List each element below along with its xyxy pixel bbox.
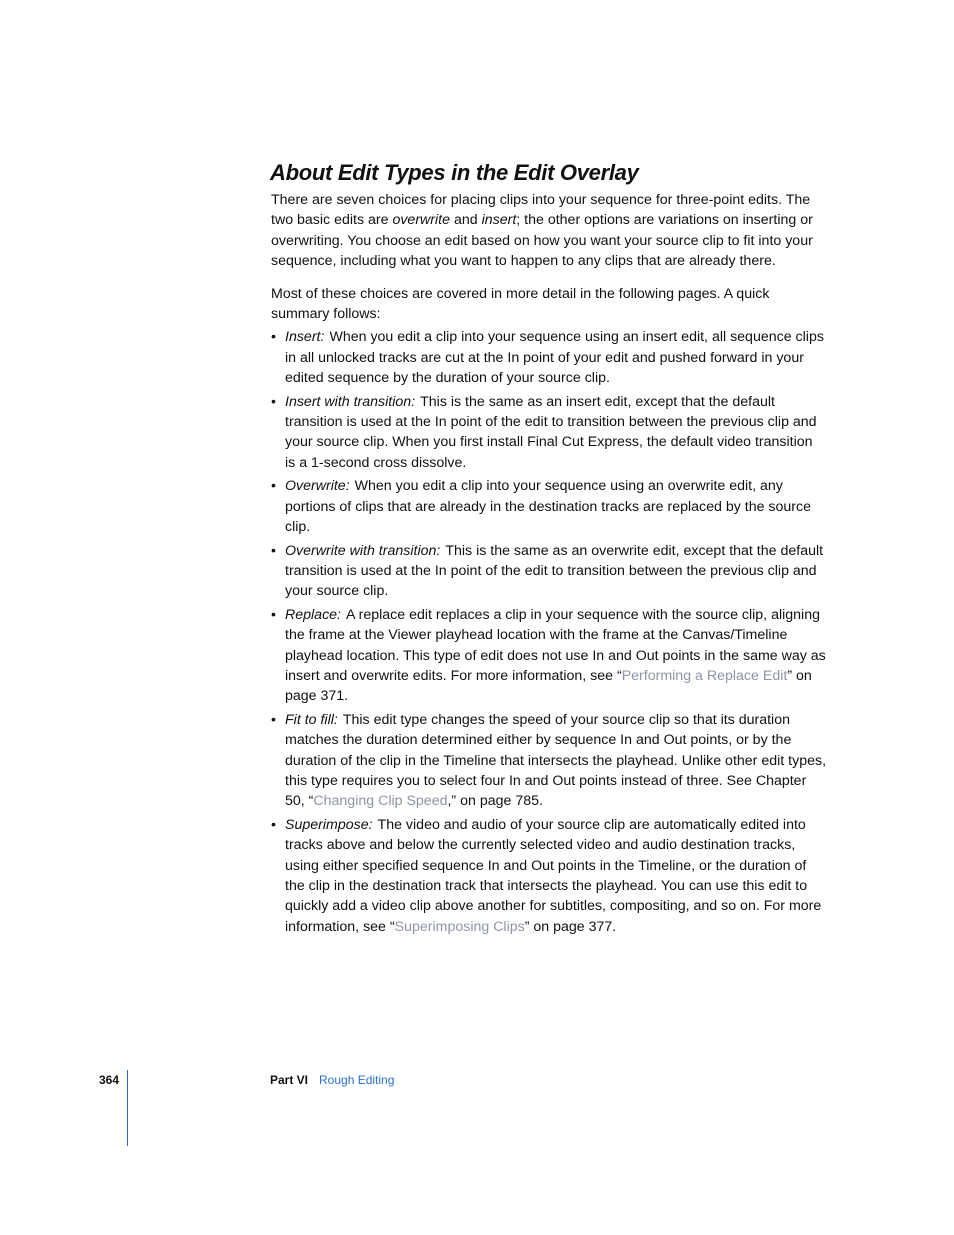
list-item-overwrite — [271, 476, 826, 537]
list-item-insert-with-transition — [271, 392, 826, 474]
item-text: This is the same as an insert edit, except that the default transition is used at the In point of the edit to transition between the previous clip and your source clip. When you first install Final Cut Express, the default video transition is a 1-second cross dissolve. — [285, 393, 817, 471]
item-text-after: ” on page 371. — [285, 667, 812, 705]
intro-text-1: There are seven choices for placing clips into your sequence for three-point edits. The two basic edits are — [271, 192, 811, 229]
bullet-icon: • — [271, 329, 276, 346]
item-text: This is the same as an overwrite edit, except that the default transition is used at the In point of the edit to transition between the previous clip and your source clip. — [285, 542, 824, 600]
bullet-icon: • — [271, 816, 276, 833]
list-item-insert — [271, 327, 826, 388]
superimposing-clips-link[interactable]: Superimposing Clips — [394, 918, 525, 935]
item-text: The video and audio of your source clip are automatically edited into tracks above and below the currently selected video and audio destination tracks, using either specified sequence In and Out points in the Timeline, or the duration of the clip in the destination track that intersects the playhead. You can use this edit to quickly add a video clip above another for subtitles, compositing, and so on. For more information, see “ — [285, 816, 822, 935]
bullet-icon: • — [271, 393, 276, 410]
item-text: A replace edit replaces a clip in your sequence with the source clip, aligning the frame at the Viewer playhead location with the frame at the Canvas/Timeline playhead location. This type of edit does not use In and Out points in the same way as insert and overwrite edits. For more information, see “ — [285, 606, 826, 684]
list-item-superimpose — [271, 815, 826, 937]
summary-intro: Most of these choices are covered in more detail in the following pages. A quick summary follows: — [271, 285, 770, 323]
bullet-icon: • — [271, 606, 276, 623]
intro-paragraph — [271, 190, 826, 272]
item-term: Insert: — [285, 329, 325, 346]
list-item-fit-to-fill — [271, 710, 826, 812]
item-term: Overwrite with transition: — [285, 542, 441, 559]
footer-part-label: Part VI — [270, 1073, 309, 1087]
item-text: When you edit a clip into your sequence using an overwrite edit, any portions of clips that are already in the destination tracks are replaced by the source clip. — [285, 478, 812, 536]
changing-clip-speed-link[interactable]: Changing Clip Speed — [313, 793, 448, 810]
item-term: Fit to fill: — [285, 711, 338, 728]
item-term: Insert with transition: — [285, 393, 416, 410]
item-text-after: ” on page 377. — [524, 918, 617, 935]
list-item-replace — [271, 605, 826, 707]
bullet-icon: • — [271, 542, 276, 559]
body-text — [271, 190, 826, 940]
intro-term-overwrite: overwrite — [392, 212, 451, 229]
intro-text-3: ; the other options are variations on inserting or overwriting. You choose an edit based on how you want your source clip to fit into your sequence, including what you want to happen to any clips that are already there. — [271, 212, 813, 270]
item-term: Replace: — [285, 606, 341, 623]
intro-text-2: and — [450, 212, 482, 229]
bullet-icon: • — [271, 478, 276, 495]
item-term: Superimpose: — [285, 816, 373, 833]
list-item-overwrite-with-transition — [271, 541, 826, 602]
section-heading: About Edit Types in the Edit Overlay — [270, 160, 639, 185]
item-text: This edit type changes the speed of your source clip so that its duration matches the duration determined either by sequence In and Out points, or by the duration of the clip in the Timeline that intersects the playhead. Unlike other edit types, this type requires you to select four In and Out points instead of three. See Chapter 50, “ — [285, 711, 827, 810]
intro-term-insert: insert — [481, 212, 517, 229]
footer-chapter-link[interactable]: Rough Editing — [319, 1073, 395, 1087]
edit-types-list — [271, 327, 826, 937]
footer-divider — [127, 1070, 128, 1146]
page-number: 364 — [99, 1073, 120, 1087]
item-text: When you edit a clip into your sequence using an insert edit, all sequence clips in all unlocked tracks are cut at the In point of your edit and pushed forward in your edited sequence by the duration of your source clip. — [285, 329, 824, 387]
item-text-after: ,” on page 785. — [447, 793, 543, 810]
item-term: Overwrite: — [285, 478, 350, 495]
bullet-icon: • — [271, 711, 276, 728]
performing-replace-edit-link[interactable]: Performing a Replace Edit — [621, 667, 788, 684]
